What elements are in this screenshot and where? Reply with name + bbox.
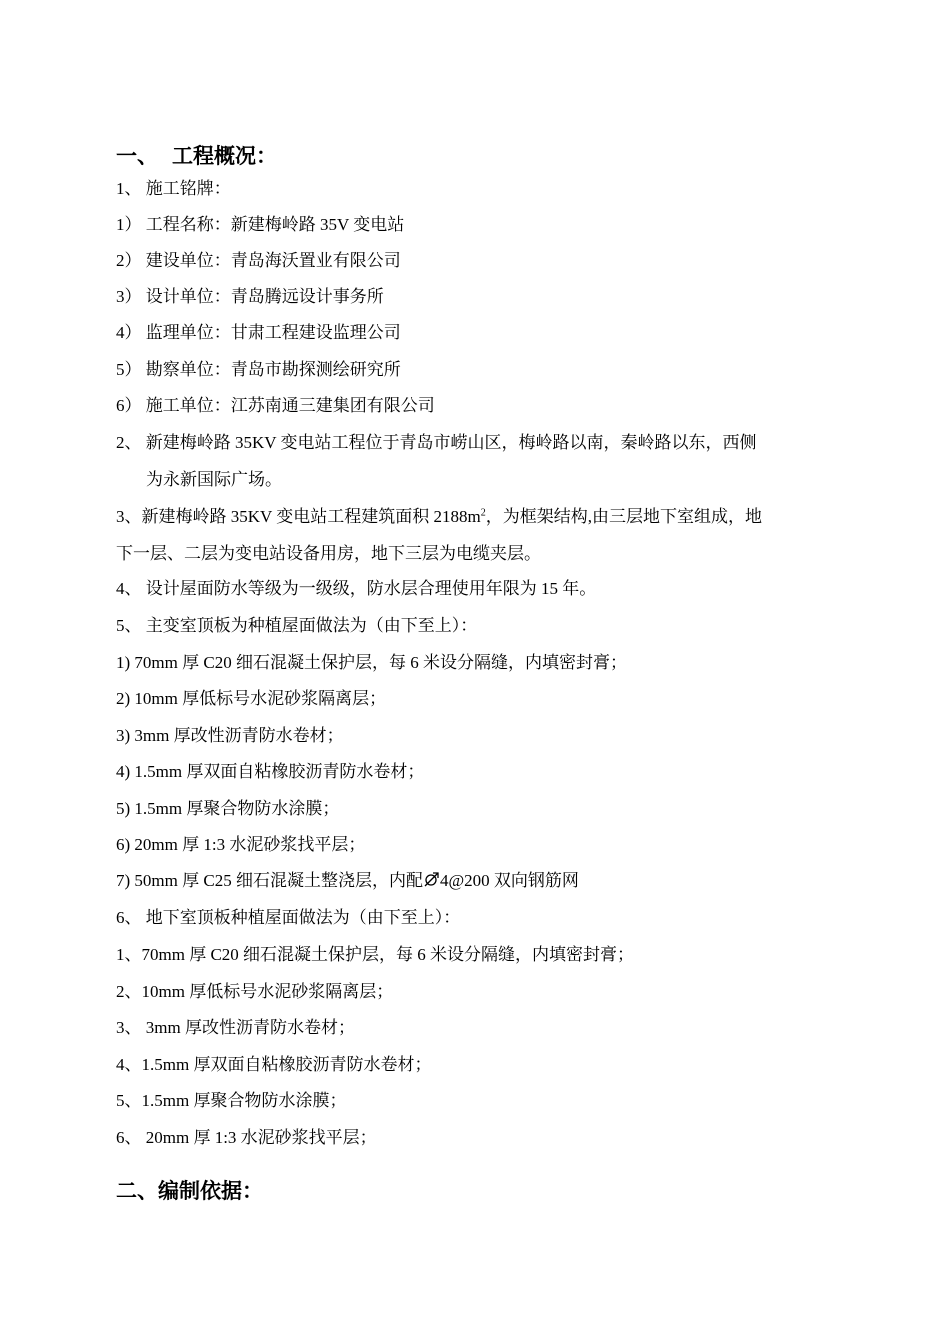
list-item: 2) 10mm 厚低标号水泥砂浆隔离层；	[116, 689, 387, 708]
paragraph: 3） 设计单位：青岛腾远设计事务所	[116, 287, 384, 306]
list-item: 5、1.5mm 厚聚合物防水涂膜；	[116, 1091, 347, 1110]
paragraph: 2、 新建梅岭路 35KV 变电站工程位于青岛市崂山区，梅岭路以南，秦岭路以东，西侧	[116, 433, 757, 452]
paragraph-continuation: 为永新国际广场。	[146, 470, 282, 489]
paragraph: 1） 工程名称：新建梅岭路 35V 变电站	[116, 215, 405, 234]
section-heading-1	[116, 140, 277, 170]
list-item: 3、 3mm 厚改性沥青防水卷材；	[116, 1018, 355, 1037]
list-item: 1) 70mm 厚 C20 细石混凝土保护层，每 6 米设分隔缝，内填密封膏；	[116, 653, 627, 672]
list-item: 5) 1.5mm 厚聚合物防水涂膜；	[116, 799, 340, 818]
paragraph-continuation: 下一层、二层为变电站设备用房，地下三层为电缆夹层。	[116, 544, 541, 563]
superscript: 2	[480, 507, 486, 519]
paragraph: 4） 监理单位：甘肃工程建设监理公司	[116, 323, 401, 342]
paragraph: 4、 设计屋面防水等级为一级级，防水层合理使用年限为 15 年。	[116, 579, 597, 598]
text-run: ，为框架结构,由三层地下室组成，地	[485, 507, 762, 526]
list-item: 4、1.5mm 厚双面自粘橡胶沥青防水卷材；	[116, 1055, 432, 1074]
list-item: 4) 1.5mm 厚双面自粘橡胶沥青防水卷材；	[116, 762, 425, 781]
paragraph: 6） 施工单位：江苏南通三建集团有限公司	[116, 396, 435, 415]
paragraph: 6、 地下室顶板种植屋面做法为（由下至上）：	[116, 908, 461, 927]
paragraph: 2） 建设单位：青岛海沃置业有限公司	[116, 251, 401, 270]
section-title: 工程概况：	[172, 144, 277, 168]
text-run: 4@200 双向钢筋网	[439, 871, 579, 890]
paragraph: 5、 主变室顶板为种植屋面做法为（由下至上）：	[116, 616, 478, 635]
text-run: 7) 50mm 厚 C25 细石混凝土整浇层，内配	[116, 871, 423, 890]
list-item: 1、70mm 厚 C20 细石混凝土保护层，每 6 米设分隔缝，内填密封膏；	[116, 945, 635, 964]
list-item: 6、 20mm 厚 1:3 水泥砂浆找平层；	[116, 1128, 377, 1147]
paragraph	[116, 506, 762, 528]
paragraph: 5） 勘察单位：青岛市勘探测绘研究所	[116, 360, 401, 379]
paragraph: 1、 施工铭牌：	[116, 179, 231, 198]
list-item	[116, 870, 579, 892]
section-number: 一、	[116, 144, 158, 168]
section-heading-2: 二、编制依据：	[116, 1179, 263, 1203]
rebar-diameter-icon	[423, 871, 440, 888]
list-item: 3) 3mm 厚改性沥青防水卷材；	[116, 726, 344, 745]
list-item: 6) 20mm 厚 1:3 水泥砂浆找平层；	[116, 835, 366, 854]
text-run: 3、新建梅岭路 35KV 变电站工程建筑面积 2188m	[116, 507, 481, 526]
list-item: 2、10mm 厚低标号水泥砂浆隔离层；	[116, 982, 394, 1001]
